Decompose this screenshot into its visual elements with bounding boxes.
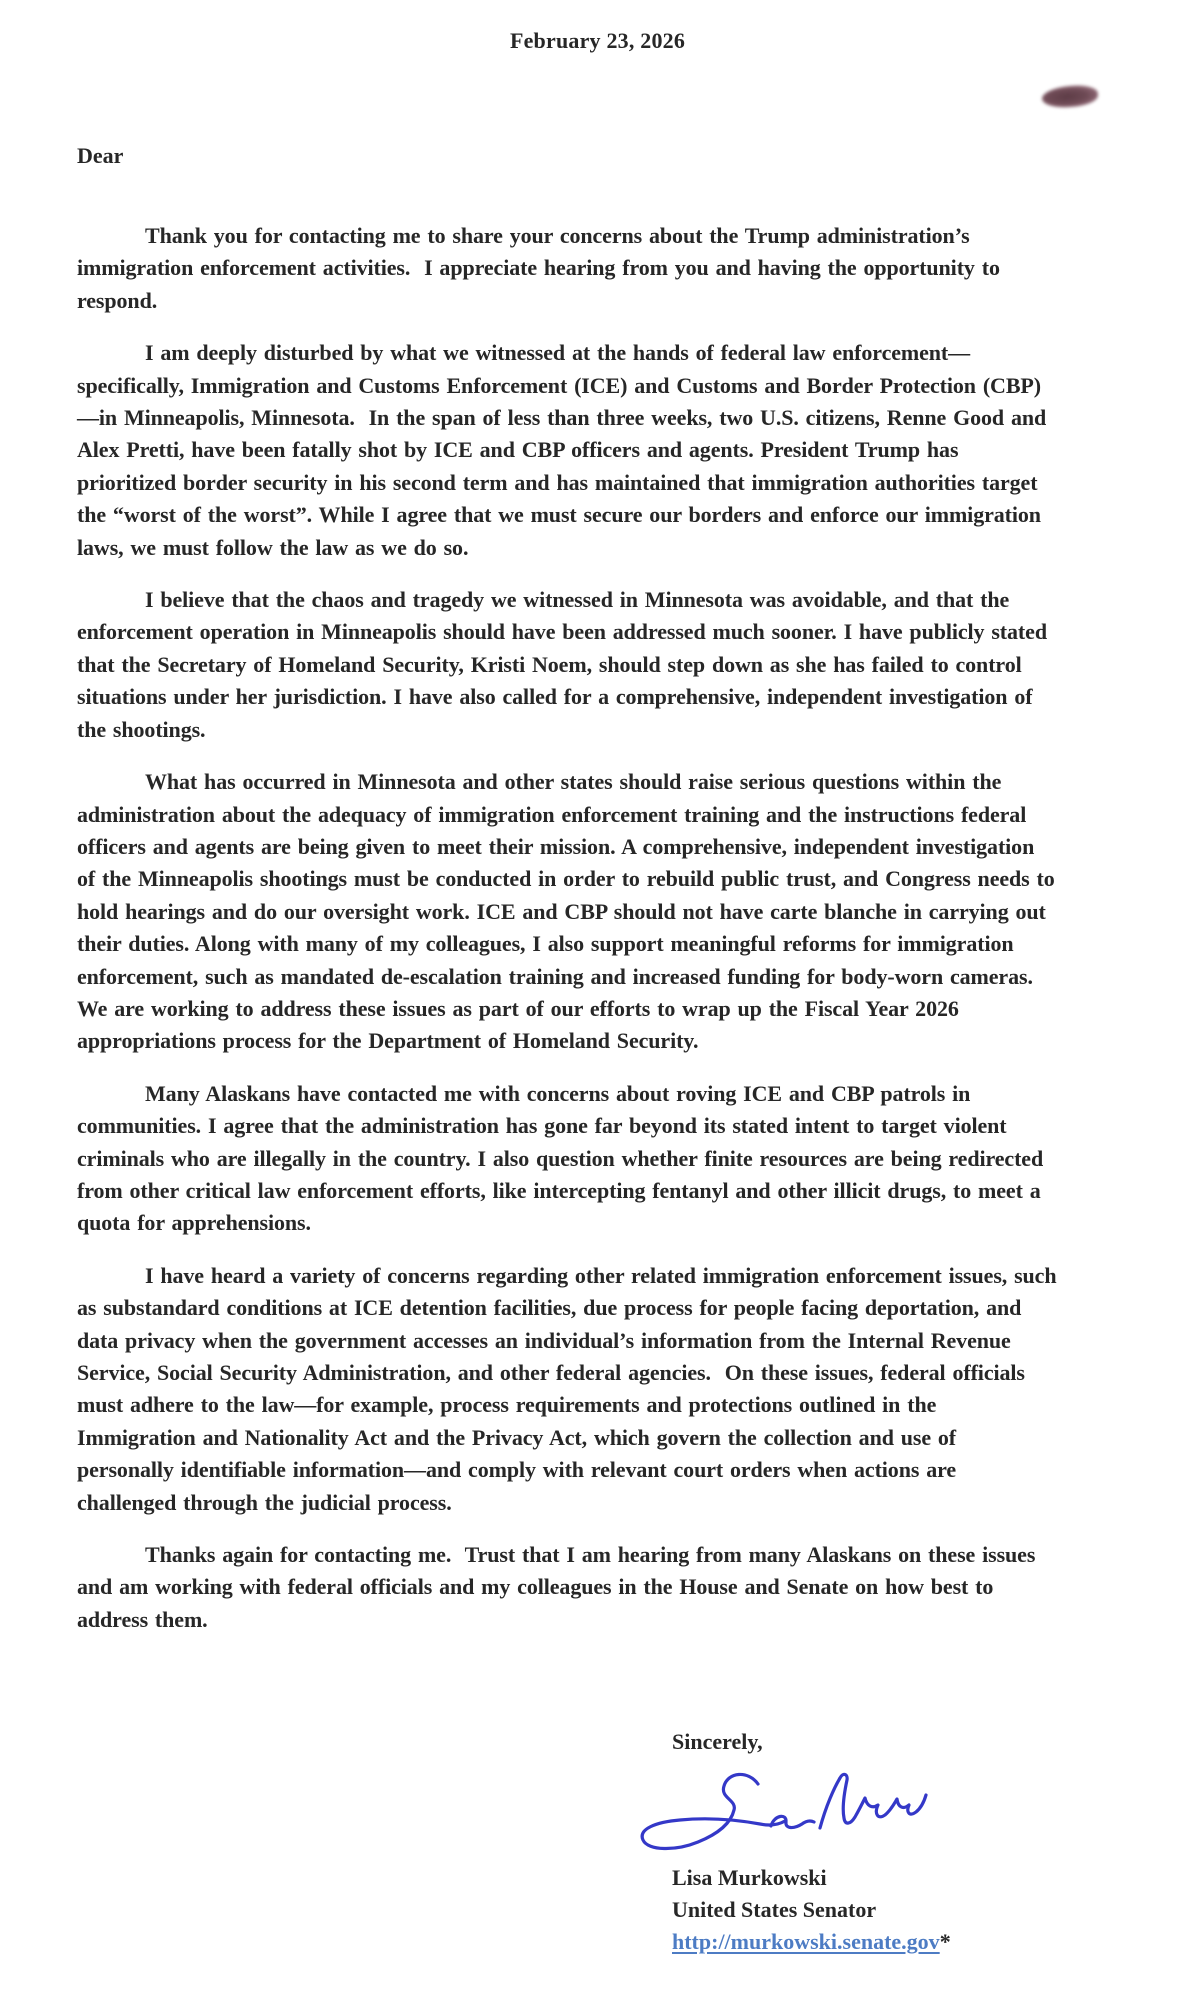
paragraph-line: situations under her jurisdiction. I have also called for a comprehensive, independent investigation of	[77, 684, 1033, 710]
paragraph-line: that the Secretary of Homeland Security, Kristi Noem, should step down as she has failed to control	[77, 651, 1022, 677]
paragraph-line: appropriations process for the Department of Homeland Security.	[77, 1028, 699, 1054]
paragraph	[77, 766, 1157, 1058]
paragraph-line: their duties. Along with many of my colleagues, I also support meaningful reforms for immigration	[77, 931, 1014, 957]
paragraph-line: data privacy when the government accesses an individual’s information from the Internal Revenue	[77, 1327, 1011, 1353]
paragraph-line: enforcement operation in Minneapolis should have been addressed much sooner. I have publicly stated	[77, 619, 1047, 645]
signature-image	[610, 1762, 930, 1862]
paragraph-line: hold hearings and do our oversight work. ICE and CBP should not have carte blanche in carrying out	[77, 898, 1046, 924]
website-line	[672, 1926, 951, 1958]
closing-block	[672, 1726, 951, 1958]
paragraph	[77, 337, 1157, 564]
ink-smudge-mark	[1041, 84, 1098, 109]
paragraph-line: prioritized border security in his second term and has maintained that immigration authorities target	[77, 469, 1038, 495]
paragraph-line: We are working to address these issues as part of our efforts to wrap up the Fiscal Year 2026	[77, 995, 959, 1021]
paragraph-line: from other critical law enforcement efforts, like intercepting fentanyl and other illicit drugs, to meet a	[77, 1177, 1041, 1203]
paragraph-line: must adhere to the law—for example, process requirements and protections outlined in the	[77, 1392, 937, 1418]
signer-title: United States Senator	[672, 1897, 877, 1922]
letter-date: February 23, 2026	[509, 28, 686, 53]
paragraph	[77, 1260, 1157, 1519]
paragraph-line: of the Minneapolis shootings must be conducted in order to rebuild public trust, and Congress needs to	[77, 866, 1055, 892]
paragraph-line: address them.	[77, 1606, 208, 1632]
paragraph-line: Many Alaskans have contacted me with concerns about roving ICE and CBP patrols in	[145, 1080, 971, 1106]
salutation: Dear	[77, 143, 124, 168]
signer-name: Lisa Murkowski	[672, 1865, 827, 1890]
paragraph-line: communities. I agree that the administration has gone far beyond its stated intent to target violent	[77, 1113, 1007, 1139]
paragraph-line: respond.	[77, 287, 158, 313]
website-asterisk: *	[939, 1929, 951, 1954]
signature-area	[672, 1758, 951, 1862]
paragraph-line: criminals who are illegally in the country. I also question whether finite resources are being redirected	[77, 1145, 1044, 1171]
paragraph-line: What has occurred in Minnesota and other states should raise serious questions within the	[145, 769, 1002, 795]
paragraph-line: as substandard conditions at ICE detention facilities, due process for people facing deportation, and	[77, 1295, 1022, 1321]
paragraph-line: immigration enforcement activities. I appreciate hearing from you and having the opportunity to	[77, 255, 1000, 281]
senator-website-link[interactable]: http://murkowski.senate.gov	[672, 1929, 940, 1954]
paragraph-line: Alex Pretti, have been fatally shot by ICE and CBP officers and agents. President Trump has	[77, 437, 959, 463]
paragraph-line: and am working with federal officials and my colleagues in the House and Senate on how best to	[77, 1574, 994, 1600]
letter-body	[77, 220, 1157, 1656]
paragraph-line: Thanks again for contacting me. Trust that I am hearing from many Alaskans on these issues	[145, 1542, 1036, 1568]
paragraph-line: I believe that the chaos and tragedy we witnessed in Minnesota was avoidable, and that the	[145, 587, 1010, 613]
paragraph-line: enforcement, such as mandated de-escalation training and increased funding for body-worn cameras.	[77, 963, 1033, 989]
paragraph-line: Service, Social Security Administration, and other federal agencies. On these issues, federal officials	[77, 1360, 1025, 1385]
paragraph-line: the shootings.	[77, 716, 206, 742]
paragraph-line: administration about the adequacy of immigration enforcement training and the instructions federal	[77, 801, 1027, 827]
paragraph-line: laws, we must follow the law as we do so.	[77, 534, 469, 560]
valediction: Sincerely,	[672, 1729, 763, 1754]
paragraph	[77, 220, 1157, 317]
paragraph-line: I have heard a variety of concerns regarding other related immigration enforcement issues, such	[145, 1262, 1057, 1288]
paragraph-line: —in Minneapolis, Minnesota. In the span of less than three weeks, two U.S. citizens, Renne Good and	[77, 405, 1047, 431]
paragraph-line: specifically, Immigration and Customs Enforcement (ICE) and Customs and Border Protection (CBP)	[77, 372, 1041, 398]
paragraph-line: I am deeply disturbed by what we witnessed at the hands of federal law enforcement—	[145, 340, 971, 366]
paragraph	[77, 584, 1157, 746]
paragraph-line: the “worst of the worst”. While I agree that we must secure our borders and enforce our immigration	[77, 502, 1041, 528]
paragraph	[77, 1539, 1157, 1636]
paragraph-line: quota for apprehensions.	[77, 1210, 311, 1236]
paragraph-line: personally identifiable information—and comply with relevant court orders when actions are	[77, 1457, 957, 1483]
paragraph-line: Thank you for contacting me to share your concerns about the Trump administration’s	[145, 223, 970, 248]
paragraph-line: challenged through the judicial process.	[77, 1489, 452, 1515]
paragraph	[77, 1078, 1157, 1240]
paragraph-line: officers and agents are being given to meet their mission. A comprehensive, independent investigation	[77, 833, 1035, 859]
paragraph-line: Immigration and Nationality Act and the Privacy Act, which govern the collection and use of	[77, 1424, 957, 1450]
